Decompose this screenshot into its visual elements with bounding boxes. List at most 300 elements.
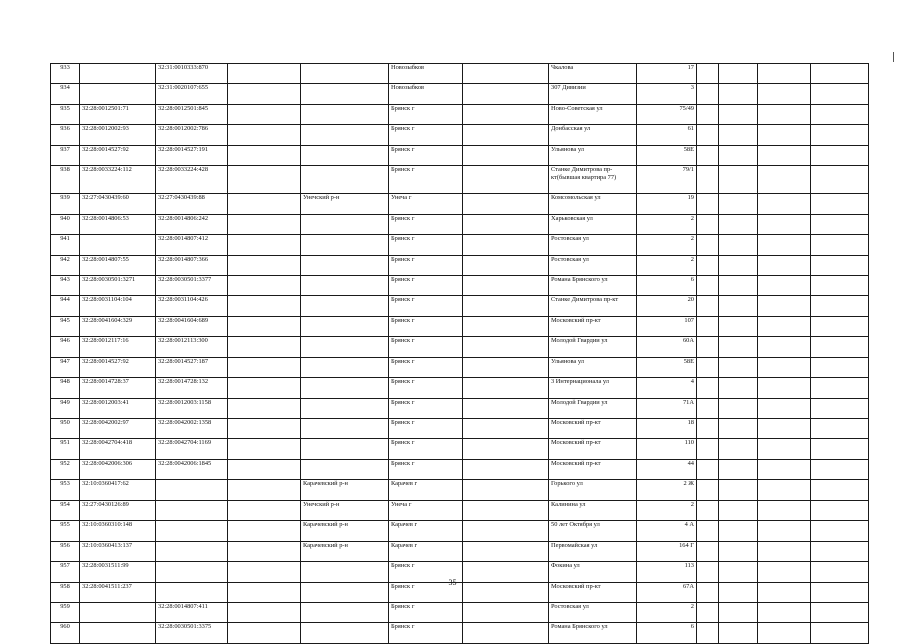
property-table (50, 63, 869, 644)
empty-cell (811, 214, 869, 234)
empty-cell (811, 459, 869, 479)
column-cell (463, 316, 549, 336)
table-row (51, 521, 869, 541)
column-cell (228, 194, 301, 214)
empty-cell (811, 398, 869, 418)
empty-cell (811, 439, 869, 459)
table-row (51, 235, 869, 255)
row-number-cell: 941 (51, 235, 80, 255)
cadastral-number-cell (80, 623, 156, 643)
locality-cell: Брянск г (389, 145, 463, 165)
cadastral-number-cell (156, 521, 228, 541)
empty-cell (719, 378, 758, 398)
empty-cell (719, 145, 758, 165)
table-row (51, 623, 869, 643)
row-number-cell: 938 (51, 166, 80, 194)
cadastral-number-cell: 32:28:0012002:786 (156, 125, 228, 145)
table-row (51, 316, 869, 336)
house-number-cell: 67А (637, 582, 697, 602)
column-cell (228, 316, 301, 336)
street-cell: Калинина ул (549, 500, 637, 520)
locality-cell: Брянск г (389, 337, 463, 357)
empty-cell (697, 439, 719, 459)
cadastral-number-cell: 32:28:0014806:53 (80, 214, 156, 234)
house-number-cell: 58Е (637, 357, 697, 377)
house-number-cell: 6 (637, 275, 697, 295)
cadastral-number-cell: 32:28:0012113:300 (156, 337, 228, 357)
cadastral-number-cell (80, 84, 156, 104)
house-number-cell: 61 (637, 125, 697, 145)
locality-cell: Брянск г (389, 357, 463, 377)
empty-cell (758, 296, 811, 316)
empty-cell (758, 602, 811, 622)
column-cell (228, 84, 301, 104)
cadastral-number-cell: 32:28:0012501:71 (80, 104, 156, 124)
cadastral-number-cell: 32:28:0014807:412 (156, 235, 228, 255)
row-number-cell: 957 (51, 562, 80, 582)
table-row (51, 357, 869, 377)
empty-cell (758, 194, 811, 214)
table-row (51, 255, 869, 275)
district-cell: Карачевский р-н (301, 480, 389, 500)
house-number-cell: 19 (637, 194, 697, 214)
empty-cell (758, 64, 811, 84)
cadastral-number-cell: 32:27:0430439:60 (80, 194, 156, 214)
house-number-cell: 2 (637, 235, 697, 255)
locality-cell: Карачев г (389, 521, 463, 541)
empty-cell (697, 214, 719, 234)
cadastral-number-cell: 32:28:0014807:366 (156, 255, 228, 275)
cadastral-number-cell: 32:10:0360310:148 (80, 521, 156, 541)
empty-cell (811, 145, 869, 165)
cadastral-number-cell: 32:28:0042704:418 (80, 439, 156, 459)
empty-cell (697, 296, 719, 316)
empty-cell (697, 255, 719, 275)
cadastral-number-cell: 32:28:0014807:411 (156, 602, 228, 622)
empty-cell (719, 521, 758, 541)
locality-cell: Брянск г (389, 419, 463, 439)
table-body (51, 64, 869, 644)
table-row (51, 296, 869, 316)
table-row (51, 337, 869, 357)
district-cell (301, 439, 389, 459)
cadastral-number-cell: 32:28:0042006:1845 (156, 459, 228, 479)
cadastral-number-cell: 32:28:0030501:3271 (80, 275, 156, 295)
empty-cell (719, 398, 758, 418)
empty-cell (758, 521, 811, 541)
locality-cell: Карачев г (389, 480, 463, 500)
table-row (51, 64, 869, 84)
table-row (51, 84, 869, 104)
empty-cell (811, 623, 869, 643)
house-number-cell: 2 (637, 255, 697, 275)
cadastral-number-cell: 32:28:0012501:845 (156, 104, 228, 124)
cadastral-number-cell (80, 235, 156, 255)
table-row (51, 166, 869, 194)
cadastral-number-cell: 32:28:0041604:689 (156, 316, 228, 336)
table-row (51, 214, 869, 234)
district-cell (301, 398, 389, 418)
house-number-cell: 110 (637, 439, 697, 459)
empty-cell (758, 145, 811, 165)
empty-cell (811, 275, 869, 295)
empty-cell (811, 166, 869, 194)
row-number-cell: 953 (51, 480, 80, 500)
cadastral-number-cell (156, 480, 228, 500)
empty-cell (758, 419, 811, 439)
column-cell (463, 541, 549, 561)
empty-cell (758, 541, 811, 561)
row-number-cell: 943 (51, 275, 80, 295)
locality-cell: Брянск г (389, 275, 463, 295)
house-number-cell: 4 (637, 378, 697, 398)
table-row (51, 500, 869, 520)
empty-cell (758, 104, 811, 124)
street-cell: Московский пр-кт (549, 419, 637, 439)
street-cell: Романа Брянского ул (549, 275, 637, 295)
street-cell: Горького ул (549, 480, 637, 500)
column-cell (463, 378, 549, 398)
column-cell (463, 194, 549, 214)
empty-cell (758, 275, 811, 295)
cadastral-number-cell: 32:28:0012003:1158 (156, 398, 228, 418)
column-cell (228, 214, 301, 234)
house-number-cell: 79/1 (637, 166, 697, 194)
locality-cell: Унеча г (389, 194, 463, 214)
cadastral-number-cell: 32:28:0042006:306 (80, 459, 156, 479)
row-number-cell: 956 (51, 541, 80, 561)
column-cell (463, 296, 549, 316)
empty-cell (758, 337, 811, 357)
district-cell (301, 125, 389, 145)
table-row (51, 125, 869, 145)
street-cell: 50 лет Октября ул (549, 521, 637, 541)
empty-cell (719, 459, 758, 479)
column-cell (463, 357, 549, 377)
street-cell: 307 Дивизии (549, 84, 637, 104)
empty-cell (697, 500, 719, 520)
column-cell (228, 255, 301, 275)
row-number-cell: 939 (51, 194, 80, 214)
empty-cell (719, 500, 758, 520)
cadastral-number-cell: 32:28:0012002:93 (80, 125, 156, 145)
locality-cell: Новозыбков (389, 64, 463, 84)
empty-cell (758, 480, 811, 500)
column-cell (228, 480, 301, 500)
column-cell (463, 398, 549, 418)
empty-cell (758, 439, 811, 459)
cadastral-number-cell: 32:28:0033224:112 (80, 166, 156, 194)
empty-cell (758, 125, 811, 145)
empty-cell (719, 602, 758, 622)
street-cell: Молодой Гвардии ул (549, 337, 637, 357)
house-number-cell: 164 Г (637, 541, 697, 561)
empty-cell (697, 398, 719, 418)
row-number-cell: 950 (51, 419, 80, 439)
empty-cell (811, 337, 869, 357)
table-row (51, 419, 869, 439)
district-cell (301, 378, 389, 398)
cadastral-number-cell: 32:10:0360413:137 (80, 541, 156, 561)
empty-cell (719, 214, 758, 234)
table-row (51, 378, 869, 398)
empty-cell (758, 378, 811, 398)
district-cell (301, 337, 389, 357)
row-number-cell: 942 (51, 255, 80, 275)
empty-cell (697, 275, 719, 295)
street-cell: Ульянова ул (549, 145, 637, 165)
empty-cell (719, 166, 758, 194)
empty-cell (697, 64, 719, 84)
table-row (51, 541, 869, 561)
cadastral-number-cell: 32:28:0041511:237 (80, 582, 156, 602)
house-number-cell: 113 (637, 562, 697, 582)
empty-cell (758, 500, 811, 520)
district-cell (301, 623, 389, 643)
column-cell (463, 439, 549, 459)
row-number-cell: 948 (51, 378, 80, 398)
empty-cell (719, 316, 758, 336)
cadastral-number-cell: 32:28:0031104:104 (80, 296, 156, 316)
house-number-cell: 107 (637, 316, 697, 336)
district-cell (301, 64, 389, 84)
house-number-cell: 4 А (637, 521, 697, 541)
column-cell (228, 521, 301, 541)
empty-cell (811, 104, 869, 124)
column-cell (463, 275, 549, 295)
empty-cell (758, 235, 811, 255)
empty-cell (811, 357, 869, 377)
street-cell: Первомайская ул (549, 541, 637, 561)
row-number-cell: 955 (51, 521, 80, 541)
street-cell: Московский пр-кт (549, 459, 637, 479)
street-cell: Романа Брянского ул (549, 623, 637, 643)
column-cell (463, 255, 549, 275)
locality-cell: Брянск г (389, 459, 463, 479)
cadastral-number-cell: 32:28:0014806:242 (156, 214, 228, 234)
empty-cell (719, 541, 758, 561)
column-cell (228, 357, 301, 377)
empty-cell (697, 235, 719, 255)
column-cell (463, 419, 549, 439)
row-number-cell: 934 (51, 84, 80, 104)
district-cell: Унечский р-н (301, 500, 389, 520)
column-cell (463, 602, 549, 622)
cadastral-number-cell: 32:28:0031511:99 (80, 562, 156, 582)
empty-cell (719, 64, 758, 84)
house-number-cell: 3 (637, 84, 697, 104)
empty-cell (811, 419, 869, 439)
empty-cell (758, 623, 811, 643)
table-row (51, 275, 869, 295)
cadastral-number-cell: 32:28:0014807:55 (80, 255, 156, 275)
street-cell: 3 Интернационала ул (549, 378, 637, 398)
column-cell (463, 235, 549, 255)
row-number-cell: 937 (51, 145, 80, 165)
cadastral-number-cell: 32:28:0014527:92 (80, 145, 156, 165)
table-row (51, 459, 869, 479)
house-number-cell: 71А (637, 398, 697, 418)
cadastral-number-cell: 32:28:0042002:97 (80, 419, 156, 439)
column-cell (228, 235, 301, 255)
empty-cell (719, 296, 758, 316)
district-cell (301, 145, 389, 165)
page-number: 35 (448, 578, 457, 587)
empty-cell (811, 602, 869, 622)
street-cell: Комсомольская ул (549, 194, 637, 214)
house-number-cell: 2 Ж (637, 480, 697, 500)
locality-cell: Брянск г (389, 125, 463, 145)
house-number-cell: 20 (637, 296, 697, 316)
empty-cell (719, 255, 758, 275)
empty-cell (719, 235, 758, 255)
empty-cell (811, 296, 869, 316)
column-cell (228, 623, 301, 643)
empty-cell (758, 255, 811, 275)
column-cell (463, 480, 549, 500)
cadastral-number-cell (156, 500, 228, 520)
empty-cell (719, 125, 758, 145)
street-cell: Московский пр-кт (549, 316, 637, 336)
locality-cell: Брянск г (389, 582, 463, 602)
locality-cell: Брянск г (389, 316, 463, 336)
cadastral-number-cell: 32:31:0020107:655 (156, 84, 228, 104)
district-cell (301, 255, 389, 275)
empty-cell (811, 316, 869, 336)
empty-cell (811, 255, 869, 275)
empty-cell (719, 357, 758, 377)
locality-cell: Брянск г (389, 439, 463, 459)
locality-cell: Брянск г (389, 104, 463, 124)
empty-cell (697, 337, 719, 357)
district-cell (301, 275, 389, 295)
locality-cell: Брянск г (389, 255, 463, 275)
district-cell (301, 84, 389, 104)
empty-cell (719, 275, 758, 295)
column-cell (228, 64, 301, 84)
empty-cell (697, 357, 719, 377)
empty-cell (697, 521, 719, 541)
empty-cell (811, 541, 869, 561)
cadastral-number-cell: 32:28:0012117:16 (80, 337, 156, 357)
district-cell (301, 166, 389, 194)
cadastral-number-cell: 32:28:0030501:3375 (156, 623, 228, 643)
locality-cell: Брянск г (389, 166, 463, 194)
column-cell (463, 623, 549, 643)
locality-cell: Брянск г (389, 602, 463, 622)
cadastral-number-cell: 32:28:0014728:132 (156, 378, 228, 398)
empty-cell (719, 337, 758, 357)
table-row (51, 194, 869, 214)
street-cell: Молодой Гвардии ул (549, 398, 637, 418)
empty-cell (719, 480, 758, 500)
column-cell (228, 500, 301, 520)
column-cell (463, 459, 549, 479)
table-row (51, 104, 869, 124)
row-number-cell: 946 (51, 337, 80, 357)
locality-cell: Брянск г (389, 214, 463, 234)
cadastral-number-cell: 32:28:0014527:191 (156, 145, 228, 165)
district-cell (301, 459, 389, 479)
street-cell: Ново-Советская ул (549, 104, 637, 124)
column-cell (228, 296, 301, 316)
row-number-cell: 958 (51, 582, 80, 602)
column-cell (463, 214, 549, 234)
locality-cell: Брянск г (389, 623, 463, 643)
locality-cell: Брянск г (389, 562, 463, 582)
row-number-cell: 959 (51, 602, 80, 622)
row-number-cell: 936 (51, 125, 80, 145)
empty-cell (758, 459, 811, 479)
column-cell (228, 439, 301, 459)
column-cell (228, 275, 301, 295)
empty-cell (758, 84, 811, 104)
street-cell: Ростовская ул (549, 235, 637, 255)
cadastral-number-cell: 32:31:0010333:870 (156, 64, 228, 84)
empty-cell (719, 104, 758, 124)
row-number-cell: 954 (51, 500, 80, 520)
table-row (51, 398, 869, 418)
column-cell (228, 541, 301, 561)
house-number-cell: 2 (637, 602, 697, 622)
district-cell (301, 235, 389, 255)
street-cell: Фокина ул (549, 562, 637, 582)
house-number-cell: 18 (637, 419, 697, 439)
house-number-cell: 6 (637, 623, 697, 643)
column-cell (463, 521, 549, 541)
district-cell (301, 419, 389, 439)
locality-cell: Карачев г (389, 541, 463, 561)
cadastral-number-cell (80, 64, 156, 84)
row-number-cell: 933 (51, 64, 80, 84)
district-cell (301, 104, 389, 124)
district-cell: Унечский р-н (301, 194, 389, 214)
locality-cell: Брянск г (389, 378, 463, 398)
cadastral-number-cell: 32:28:0042002:1358 (156, 419, 228, 439)
column-cell (228, 337, 301, 357)
street-cell: Харьковская ул (549, 214, 637, 234)
cadastral-number-cell: 32:28:0012003:41 (80, 398, 156, 418)
district-cell (301, 357, 389, 377)
cadastral-number-cell (80, 602, 156, 622)
empty-cell (697, 541, 719, 561)
column-cell (463, 500, 549, 520)
cadastral-number-cell: 32:28:0041604:329 (80, 316, 156, 336)
locality-cell: Новозыбков (389, 84, 463, 104)
street-cell: Московский пр-кт (549, 582, 637, 602)
cadastral-number-cell: 32:28:0031104:426 (156, 296, 228, 316)
house-number-cell: 58Е (637, 145, 697, 165)
district-cell: Карачевский р-н (301, 541, 389, 561)
row-number-cell: 944 (51, 296, 80, 316)
locality-cell: Брянск г (389, 296, 463, 316)
column-cell (228, 145, 301, 165)
empty-cell (697, 623, 719, 643)
empty-cell (758, 357, 811, 377)
column-cell (228, 419, 301, 439)
row-number-cell: 945 (51, 316, 80, 336)
district-cell (301, 214, 389, 234)
empty-cell (811, 194, 869, 214)
column-cell (463, 337, 549, 357)
house-number-cell: 75/49 (637, 104, 697, 124)
locality-cell: Унеча г (389, 500, 463, 520)
row-number-cell: 952 (51, 459, 80, 479)
table-row (51, 145, 869, 165)
street-cell: Ростовская ул (549, 255, 637, 275)
empty-cell (811, 378, 869, 398)
cadastral-number-cell: 32:28:0033224:428 (156, 166, 228, 194)
